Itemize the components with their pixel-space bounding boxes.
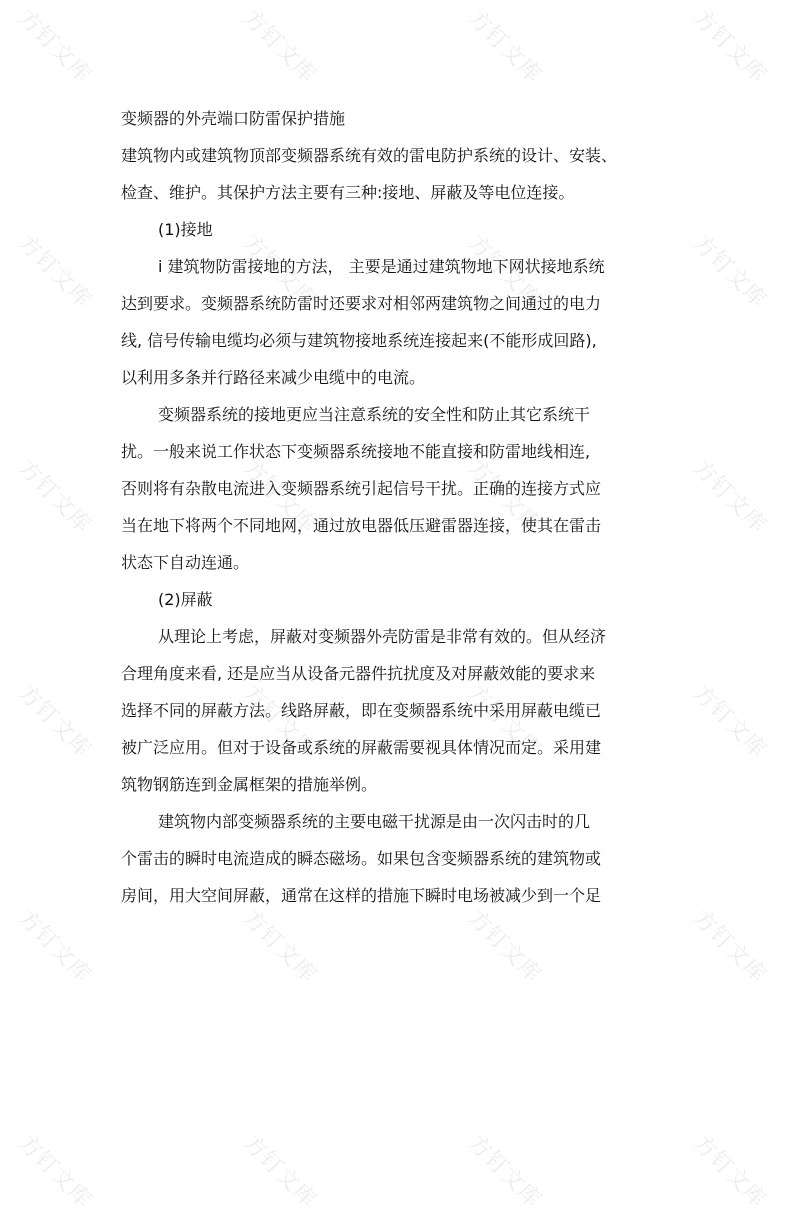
watermark-text: 方钉文库 (688, 230, 771, 314)
watermark-text: 方钉文库 (688, 5, 771, 89)
paragraph-line: 状态下自动连通。 (121, 553, 250, 572)
watermark-text: 方钉文库 (238, 680, 321, 764)
paragraph-line: 建筑物内部变频器系统的主要电磁干扰源是由一次闪击时的几 (158, 812, 591, 831)
paragraph-line: 否则将有杂散电流进入变频器系统引起信号干扰。正确的连接方式应 (121, 479, 602, 498)
watermark-text: 方钉文库 (463, 905, 546, 989)
paragraph-line: 扰。一般来说工作状态下变频器系统接地不能直接和防雷地线相连, (121, 442, 591, 461)
paragraph-line: 建筑物内或建筑物顶部变频器系统有效的雷电防护系统的设计、安装、 (121, 146, 618, 165)
section-heading-grounding: (1)接地 (158, 220, 213, 239)
paragraph-line: 变频器系统的接地更应当注意系统的安全性和防止其它系统干 (158, 405, 591, 424)
paragraph-line: 合理角度来看, 还是应当从设备元器件抗扰度及对屏蔽效能的要求来 (121, 664, 596, 683)
watermark-text: 方钉文库 (13, 680, 96, 764)
paragraph-line: 选择不同的屏蔽方法。线路屏蔽，即在变频器系统中采用屏蔽电缆已 (121, 701, 602, 720)
watermark-text: 方钉文库 (238, 1130, 321, 1214)
watermark-text: 方钉文库 (13, 5, 96, 89)
paragraph-line: i 建筑物防雷接地的方法， 主要是通过建筑物地下网状接地系统 (158, 257, 605, 276)
watermark-text: 方钉文库 (238, 230, 321, 314)
section-heading-shielding: (2)屏蔽 (158, 590, 213, 609)
watermark-text: 方钉文库 (688, 905, 771, 989)
document-title: 变频器的外壳端口防雷保护措施 (121, 109, 346, 128)
watermark-text: 方钉文库 (13, 230, 96, 314)
paragraph-line: 达到要求。变频器系统防雷时还要求对相邻两建筑物之间通过的电力 (121, 294, 602, 313)
watermark-text: 方钉文库 (463, 680, 546, 764)
watermark-text: 方钉文库 (238, 5, 321, 89)
paragraph-line: 以利用多条并行路径来减少电缆中的电流。 (121, 368, 426, 387)
paragraph-line: 从理论上考虑，屏蔽对变频器外壳防雷是非常有效的。但从经济 (158, 627, 607, 646)
watermark-text: 方钉文库 (238, 905, 321, 989)
paragraph-line: 房间，用大空间屏蔽，通常在这样的措施下瞬时电场被减少到一个足 (121, 886, 602, 905)
watermark-text: 方钉文库 (688, 1130, 771, 1214)
watermark-text: 方钉文库 (13, 455, 96, 539)
paragraph-line: 被广泛应用。但对于设备或系统的屏蔽需要视具体情况而定。采用建 (121, 738, 602, 757)
watermark-text: 方钉文库 (13, 905, 96, 989)
watermark-text: 方钉文库 (688, 455, 771, 539)
paragraph-line: 检查、维护。其保护方法主要有三种:接地、屏蔽及等电位连接。 (121, 183, 575, 202)
watermark-text: 方钉文库 (463, 455, 546, 539)
watermark-text: 方钉文库 (463, 230, 546, 314)
paragraph-line: 当在地下将两个不同地网，通过放电器低压避雷器连接，使其在雷击 (121, 516, 602, 535)
paragraph-line: 线, 信号传输电缆均必须与建筑物接地系统连接起来(不能形成回路), (121, 331, 597, 350)
watermark-text: 方钉文库 (463, 1130, 546, 1214)
paragraph-line: 个雷击的瞬时电流造成的瞬态磁场。如果包含变频器系统的建筑物或 (121, 849, 602, 868)
watermark-text: 方钉文库 (238, 455, 321, 539)
paragraph-line: 筑物钢筋连到金属框架的措施举例。 (121, 775, 378, 794)
watermark-text: 方钉文库 (463, 5, 546, 89)
watermark-text: 方钉文库 (688, 680, 771, 764)
watermark-text: 方钉文库 (13, 1130, 96, 1214)
